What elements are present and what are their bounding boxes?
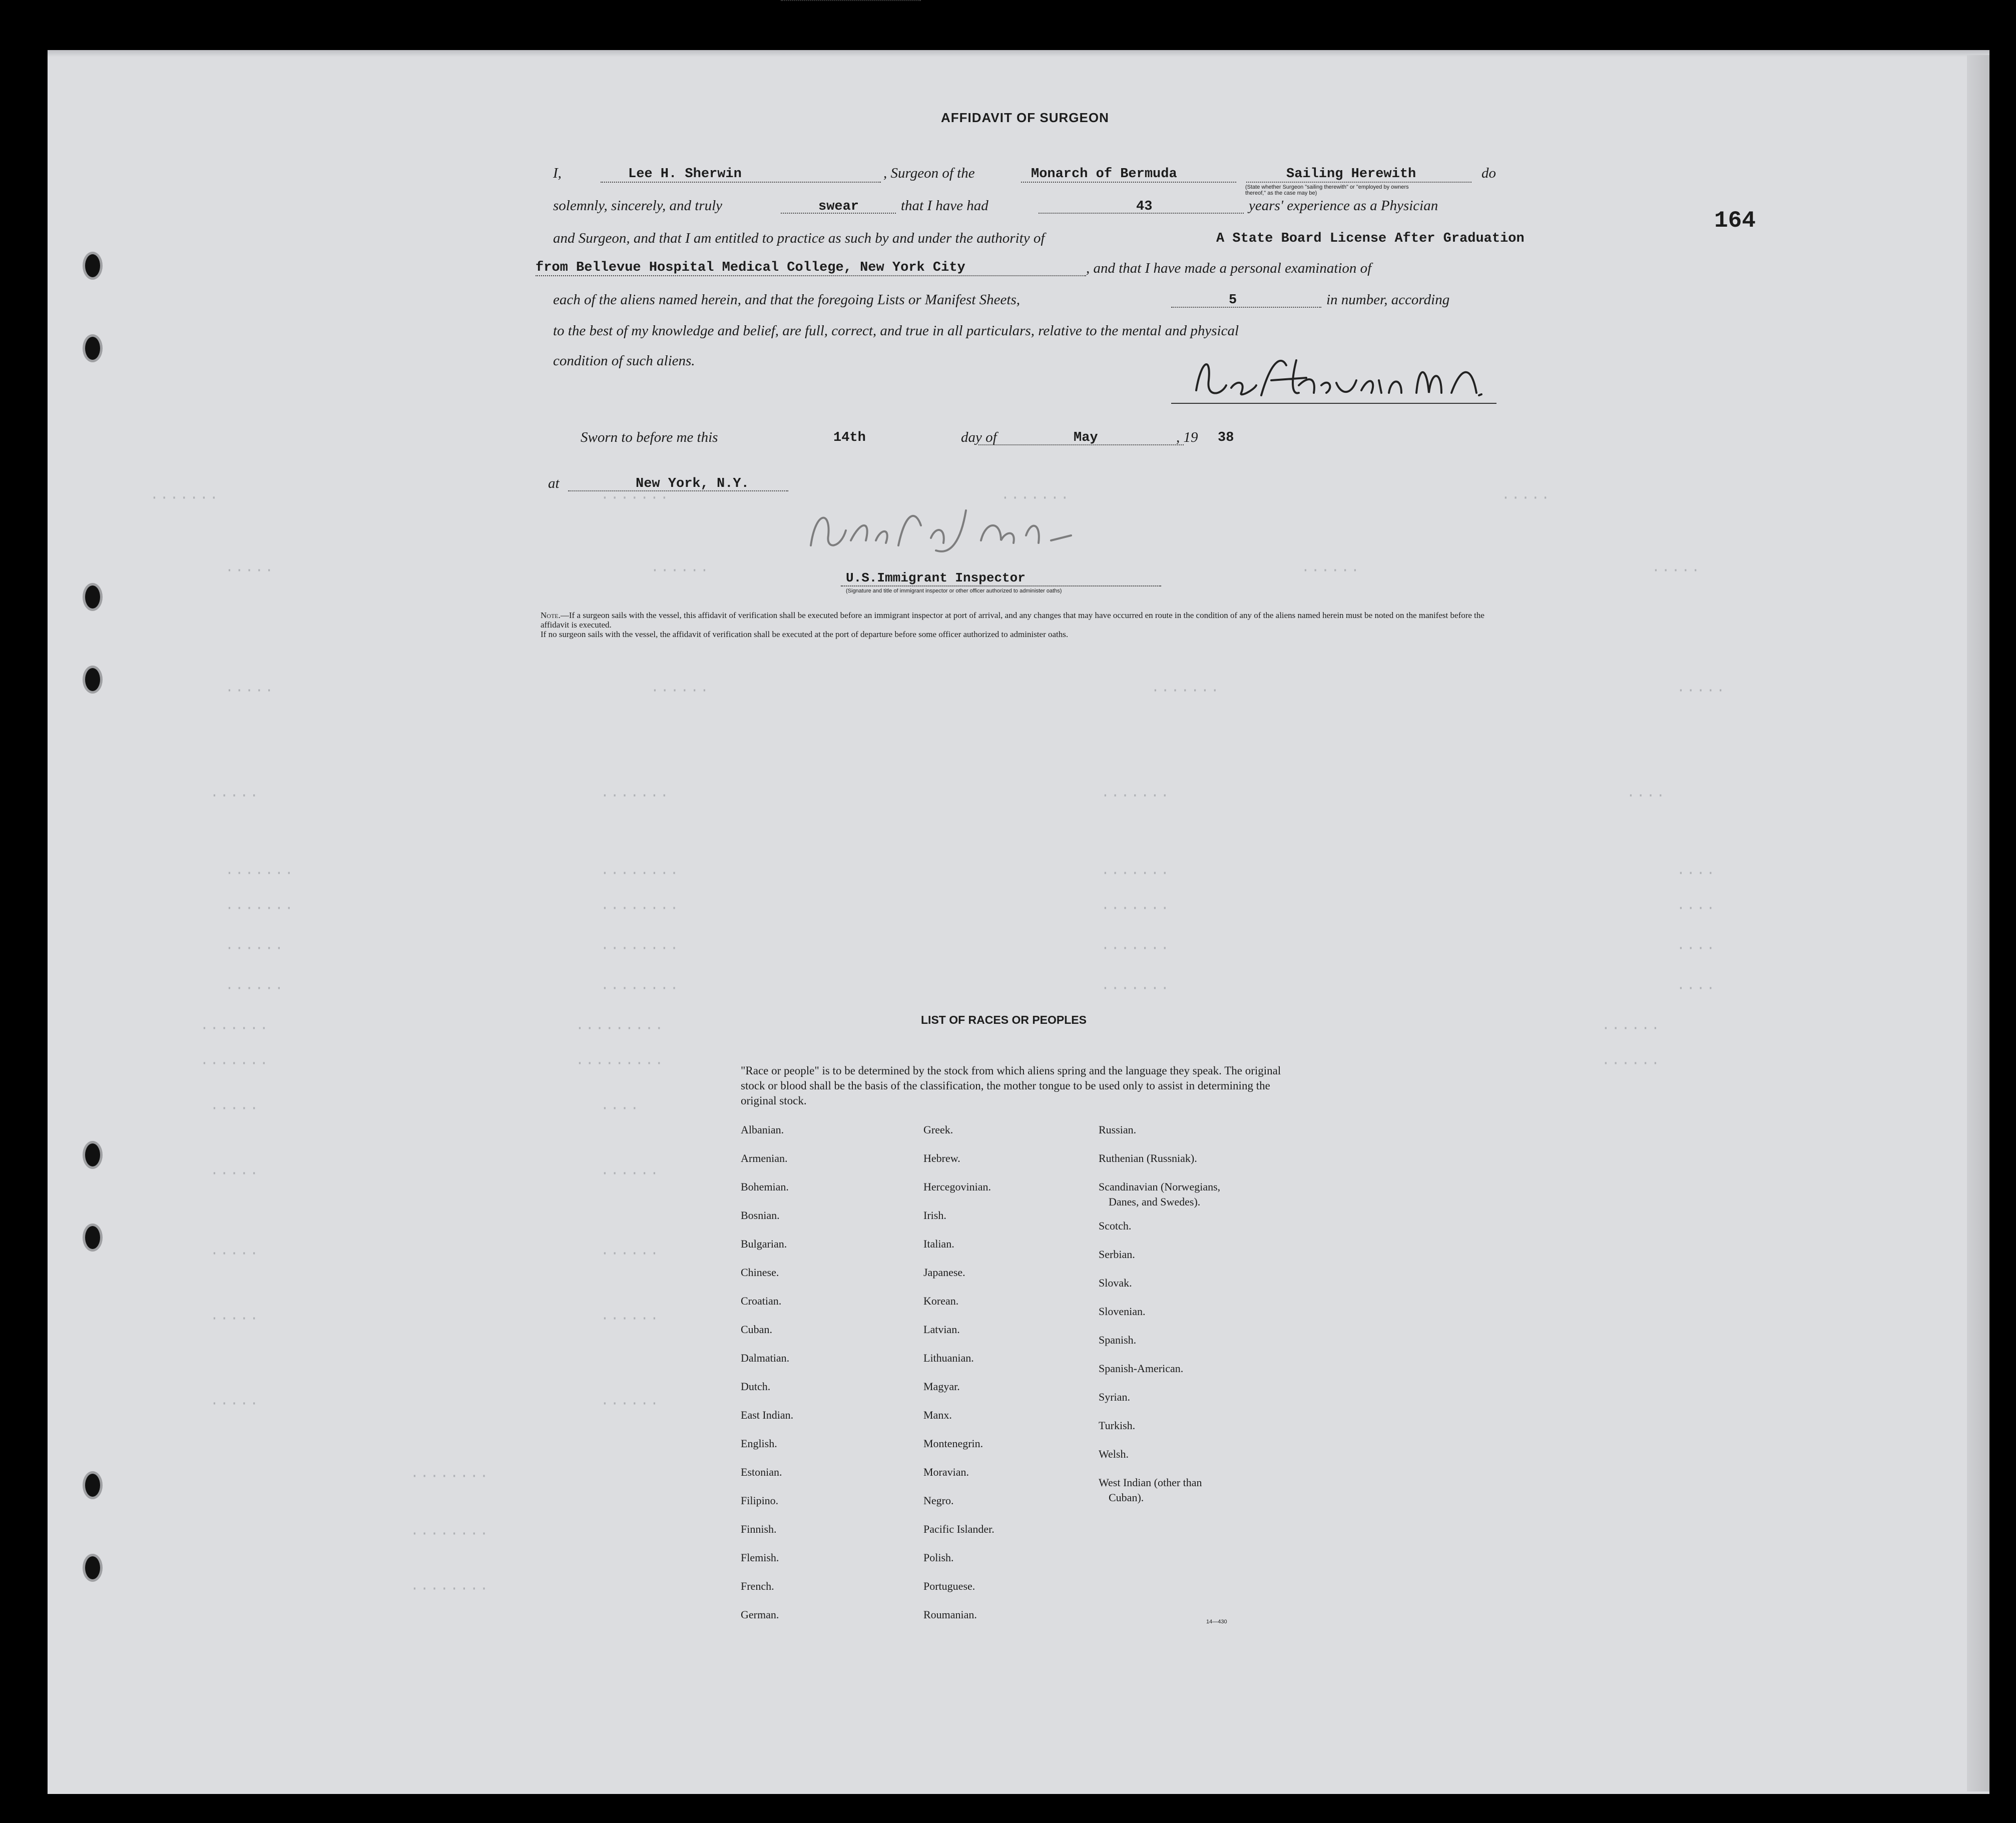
race-item: Roumanian. bbox=[923, 1608, 977, 1621]
race-item: Chinese. bbox=[741, 1266, 779, 1279]
bleed-through-row: ······ ········ ······· ···· bbox=[225, 981, 1717, 996]
authority-line-1: A State Board License After Graduation bbox=[1216, 231, 1525, 246]
binder-hole bbox=[85, 337, 100, 360]
sworn-text: , 19 bbox=[1176, 429, 1198, 445]
note-text-2: If no surgeon sails with the vessel, the affidavit of verification shall be executed at the port of departure before some officer authorized to administer oaths. bbox=[541, 630, 1069, 639]
race-item: Ruthenian (Russniak). bbox=[1099, 1152, 1197, 1164]
affidavit-text: condition of such aliens. bbox=[553, 353, 695, 369]
inspector-title: U.S.Immigrant Inspector bbox=[846, 570, 1026, 585]
race-item: Slovenian. bbox=[1099, 1305, 1146, 1318]
affidavit-text: to the best of my knowledge and belief, are full, correct, and true in all particulars, relative to the mental and physical bbox=[553, 323, 1239, 339]
race-item: Filipino. bbox=[741, 1494, 779, 1507]
affidavit-text: , Surgeon of the bbox=[883, 165, 975, 181]
race-item: Bulgarian. bbox=[741, 1238, 787, 1250]
surgeon-signature bbox=[1191, 350, 1491, 405]
race-item: Montenegrin. bbox=[923, 1437, 983, 1450]
affidavit-text: I, bbox=[553, 165, 562, 181]
race-item: Cuban. bbox=[741, 1323, 772, 1336]
surgeon-name: Lee H. Sherwin bbox=[628, 167, 742, 182]
affidavit-text: years' experience as a Physician bbox=[1249, 198, 1438, 214]
form-number: 14—430 bbox=[1206, 1619, 1227, 1625]
bleed-through-row: ····· ······ bbox=[210, 1396, 660, 1412]
race-item: East Indian. bbox=[741, 1409, 794, 1421]
race-item: Dutch. bbox=[741, 1380, 771, 1393]
binder-hole bbox=[85, 1226, 100, 1249]
bleed-through-row: ····· ······ bbox=[210, 1166, 660, 1181]
race-item: Lithuanian. bbox=[923, 1352, 974, 1364]
race-item: Portuguese. bbox=[923, 1580, 975, 1592]
binder-hole bbox=[85, 254, 100, 277]
bleed-through-row: ····· ······ bbox=[210, 1246, 660, 1262]
race-item: Bohemian. bbox=[741, 1180, 789, 1193]
sheets-rule bbox=[1171, 307, 1321, 308]
race-item: Turkish. bbox=[1099, 1419, 1136, 1432]
bleed-through-row: ······· ········· ······ bbox=[200, 1021, 1661, 1036]
affidavit-text: solemnly, sincerely, and truly bbox=[553, 198, 723, 214]
binder-hole bbox=[85, 1143, 100, 1166]
race-item: Cuban). bbox=[1109, 1491, 1144, 1504]
sworn-place: New York, N.Y. bbox=[636, 476, 749, 491]
race-item: Spanish-American. bbox=[1099, 1362, 1184, 1375]
binder-hole bbox=[85, 585, 100, 609]
race-item: Russian. bbox=[1099, 1123, 1137, 1136]
sworn-text: Sworn to before me this bbox=[581, 429, 718, 445]
affidavit-text: in number, according bbox=[1326, 292, 1450, 308]
race-item: Armenian. bbox=[741, 1152, 788, 1164]
binder-hole bbox=[85, 1556, 100, 1579]
race-item: Greek. bbox=[923, 1123, 953, 1136]
races-intro: "Race or people" is to be determined by the stock from which aliens spring and the language they speak. The original stock or blood shall be the basis of the classification, the mother tongue to be used only to assist in determining the original stock. bbox=[741, 1064, 1281, 1107]
race-item: English. bbox=[741, 1437, 777, 1450]
race-item: Negro. bbox=[923, 1494, 954, 1507]
sworn-year: 38 bbox=[1218, 430, 1234, 445]
page-edge bbox=[1967, 55, 1989, 1791]
race-item: Welsh. bbox=[1099, 1448, 1129, 1460]
sworn-day: 14th bbox=[833, 430, 866, 445]
race-item: Scandinavian (Norwegians, bbox=[1099, 1180, 1221, 1193]
race-item: German. bbox=[741, 1608, 779, 1621]
race-item: Danes, and Swedes). bbox=[1109, 1195, 1201, 1208]
bleed-through-row: ····· ······ ······· ····· bbox=[225, 683, 1727, 699]
race-item: Magyar. bbox=[923, 1380, 960, 1393]
binder-hole bbox=[85, 1474, 100, 1497]
race-item: Albanian. bbox=[741, 1123, 784, 1136]
sworn-text: day of bbox=[961, 429, 997, 445]
surgeon-status: Sailing Herewith bbox=[1286, 167, 1416, 182]
bleed-through-row: ····· ···· bbox=[210, 1101, 641, 1116]
race-item: Slovak. bbox=[1099, 1277, 1132, 1289]
bleed-through-row: ······· ········ ······· ···· bbox=[225, 866, 1717, 881]
binder-hole bbox=[85, 668, 100, 691]
bleed-through-row: ····· ······ ······ ····· bbox=[225, 563, 1702, 578]
oath-word: swear bbox=[818, 199, 859, 214]
race-item: Moravian. bbox=[923, 1466, 969, 1478]
authority-rule bbox=[536, 275, 1086, 276]
signature-line bbox=[1171, 403, 1496, 404]
race-item: Spanish. bbox=[1099, 1334, 1137, 1346]
bleed-through-row: ······· ········ ······· ···· bbox=[225, 901, 1717, 916]
race-item: Serbian. bbox=[1099, 1248, 1135, 1261]
race-item: Dalmatian. bbox=[741, 1352, 790, 1364]
race-item: Bosnian. bbox=[741, 1209, 780, 1222]
race-item: Hercegovinian. bbox=[923, 1180, 991, 1193]
page-shadow bbox=[48, 50, 1989, 57]
race-item: Latvian. bbox=[923, 1323, 960, 1336]
inspector-signature bbox=[801, 500, 1091, 560]
bleed-through-row: ········ bbox=[410, 1526, 490, 1542]
race-item: Scotch. bbox=[1099, 1220, 1132, 1232]
race-item: Pacific Islander. bbox=[923, 1523, 994, 1535]
race-item: French. bbox=[741, 1580, 774, 1592]
page-title: AFFIDAVIT OF SURGEON bbox=[941, 110, 1109, 125]
note-label: Note. bbox=[541, 611, 561, 620]
race-item: West Indian (other than bbox=[1099, 1476, 1202, 1489]
inspector-rule bbox=[841, 585, 1161, 586]
page-number: 164 bbox=[1714, 208, 1756, 234]
race-item: Japanese. bbox=[923, 1266, 965, 1279]
race-item: Hebrew. bbox=[923, 1152, 960, 1164]
affidavit-text: , and that I have made a personal examination of bbox=[1086, 260, 1372, 276]
note-text: —If a surgeon sails with the vessel, this affidavit of verification shall be executed before an immigrant inspector at port of arrival, and any changes that may have occurred en route in the condition of any of the aliens named herein must be noted on the manifest before the affidavit is executed. bbox=[541, 611, 1484, 630]
bleed-through-row: ······· ········· ······ bbox=[200, 1056, 1661, 1071]
affidavit-text: that I have had bbox=[901, 198, 988, 214]
race-item: Estonian. bbox=[741, 1466, 782, 1478]
status-rule bbox=[1246, 182, 1471, 183]
race-item: Korean. bbox=[923, 1295, 959, 1307]
vessel-name: Monarch of Bermuda bbox=[1031, 167, 1177, 182]
authority-line-2: from Bellevue Hospital Medical College, New York City bbox=[536, 260, 965, 275]
bleed-through-row: ····· ······ bbox=[210, 1311, 660, 1327]
affidavit-text: and Surgeon, and that I am entitled to practice as such by and under the authority of bbox=[553, 230, 1045, 246]
bleed-through-row: ········ bbox=[410, 1469, 490, 1484]
day-rule bbox=[781, 0, 921, 1]
years-experience: 43 bbox=[1136, 199, 1153, 214]
race-item: Syrian. bbox=[1099, 1391, 1130, 1403]
race-item: Flemish. bbox=[741, 1551, 779, 1564]
race-item: Italian. bbox=[923, 1238, 954, 1250]
sworn-month: May bbox=[1074, 430, 1098, 445]
inspector-caption: (Signature and title of immigrant inspector or other officer authorized to administer oaths) bbox=[846, 588, 1062, 594]
affidavit-text: each of the aliens named herein, and that the foregoing Lists or Manifest Sheets, bbox=[553, 292, 1020, 308]
sworn-text: at bbox=[548, 475, 560, 491]
race-item: Finnish. bbox=[741, 1523, 777, 1535]
surgeon-name-rule bbox=[601, 182, 881, 183]
bleed-through-row: ····· ······· ······· ···· bbox=[210, 788, 1667, 804]
bleed-through-row: ········ bbox=[410, 1581, 490, 1597]
affidavit-note bbox=[541, 611, 1491, 639]
sheet-count: 5 bbox=[1229, 293, 1237, 308]
race-item: Croatian. bbox=[741, 1295, 782, 1307]
affidavit-text: do bbox=[1481, 165, 1496, 181]
race-item: Polish. bbox=[923, 1551, 954, 1564]
race-item: Irish. bbox=[923, 1209, 946, 1222]
bleed-through-row: ······ ········ ······· ···· bbox=[225, 941, 1717, 956]
races-title: LIST OF RACES OR PEOPLES bbox=[921, 1013, 1087, 1026]
bleed-through-row: ······· ······· ······· ····· bbox=[150, 490, 1552, 506]
race-item: Manx. bbox=[923, 1409, 952, 1421]
status-note: (State whether Surgeon "sailing therewith" or "employed by owners thereof," as the case may be) bbox=[1245, 184, 1409, 196]
vessel-rule bbox=[1021, 182, 1236, 183]
